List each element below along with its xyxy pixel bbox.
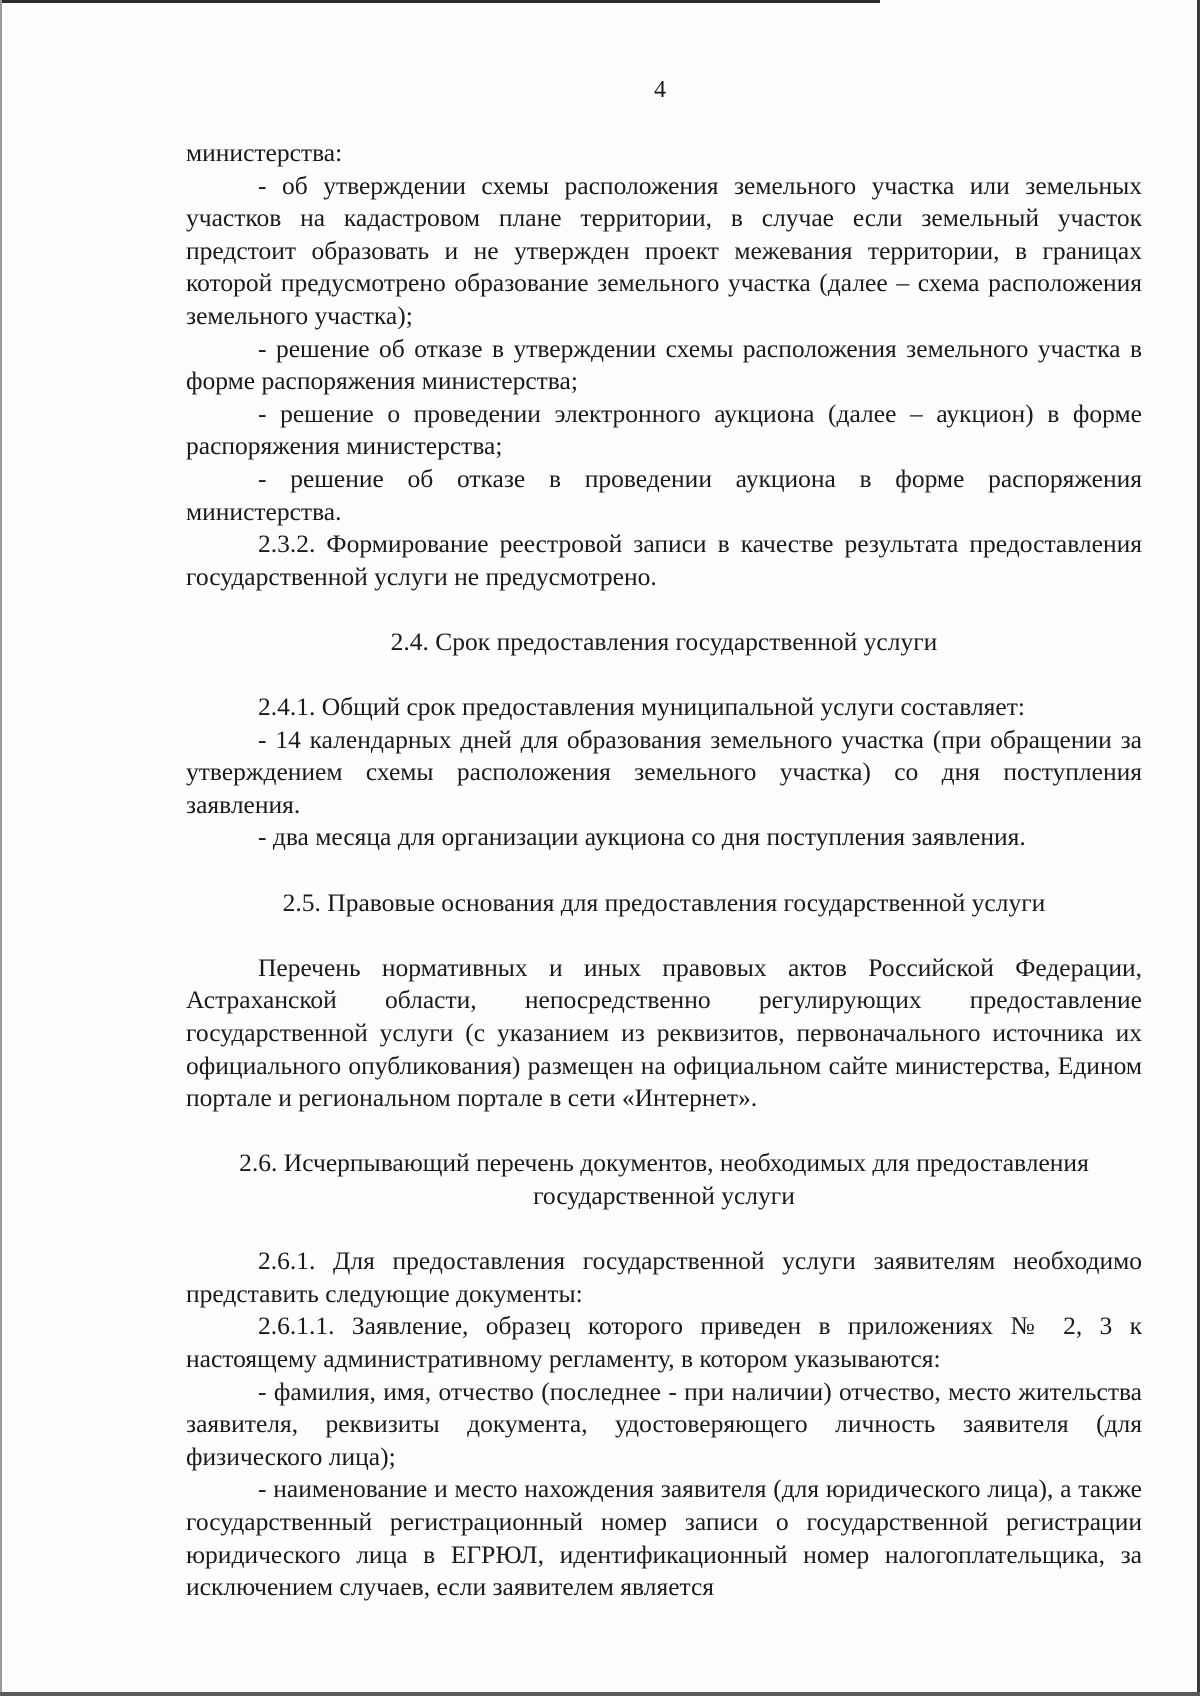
paragraph: 2.4.1. Общий срок предоставления муниципальной услуги составляет: xyxy=(258,692,1025,722)
paragraph: - решение об отказе в утверждении схемы расположения земельного участка в форме распоряжения министерства; xyxy=(186,333,1142,396)
paragraph: министерства: xyxy=(186,138,343,167)
section-spacer xyxy=(186,1115,1142,1148)
paragraph: - два месяца для организации аукциона со дня поступления заявления. xyxy=(258,822,1026,852)
paragraph: - 14 календарных дней для образования земельного участка (при обращении за утверждением схемы расположения земельного участка) со дня поступления заявления. xyxy=(186,724,1142,819)
paragraph: - решение о проведении электронного аукциона (далее – аукцион) в форме распоряжения министерства; xyxy=(186,398,1142,461)
paragraph: - решение об отказе в проведении аукциона в форме распоряжения министерства. xyxy=(186,463,1142,526)
page-number: 4 xyxy=(654,77,666,103)
paragraph: - об утверждении схемы расположения земельного участка или земельных участков на кадастровом плане территории, в случае если земельный участок предстоит образовать и не утвержден проект межевания территории, в границах которой предусмотрено образование земельного участка (далее – схема расположения земельного участка); xyxy=(186,170,1142,330)
paragraph: 2.3.2. Формирование реестровой записи в качестве результата предоставления государственной услуги не предусмотрено. xyxy=(186,529,1142,591)
paragraph: 2.6.1. Для предоставления государственной услуги заявителям необходимо представить следующие документы: xyxy=(186,1246,1142,1308)
paragraph: - наименование и место нахождения заявителя (для юридического лица), а также государственный регистрационный номер записи о государственной регистрации юридического лица в ЕГРЮЛ, идентификационный номер налогоплательщика, за исключением случаев, если заявителем является xyxy=(186,1474,1142,1602)
section-spacer xyxy=(186,593,1142,626)
paragraph: 2.6.1.1. Заявление, образец которого приведен в приложениях № 2, 3 к настоящему административному регламенту, в котором указываются: xyxy=(186,1311,1142,1373)
scan-edge-left xyxy=(0,0,2,1696)
scan-edge-top xyxy=(0,0,880,3)
document-body xyxy=(186,137,1142,1604)
section-heading: 2.5. Правовые основания для предоставления государственной услуги xyxy=(282,887,1046,917)
section-heading: 2.4. Срок предоставления государственной услуги xyxy=(390,626,938,656)
section-spacer xyxy=(186,659,1142,692)
paragraph: - фамилия, имя, отчество (последнее - при наличии) отчество, место жительства заявителя, реквизиты документа, удостоверяющего личность заявителя (для физического лица); xyxy=(186,1376,1142,1471)
paragraph: Перечень нормативных и иных правовых актов Российской Федерации, Астраханской области, непосредственно регулирующих предоставление государственной услуги (с указанием из реквизитов, первоначального источника их официального опубликования) размещен на официальном сайте министерства, Едином портале и региональном портале в сети «Интернет». xyxy=(186,952,1142,1113)
section-heading: 2.6. Исчерпывающий перечень документов, необходимых для предоставления государственной услуги xyxy=(239,1148,1089,1210)
scan-edge-bottom xyxy=(0,1692,1200,1696)
section-spacer xyxy=(186,854,1142,887)
section-spacer xyxy=(186,919,1142,952)
section-spacer xyxy=(186,1213,1142,1246)
